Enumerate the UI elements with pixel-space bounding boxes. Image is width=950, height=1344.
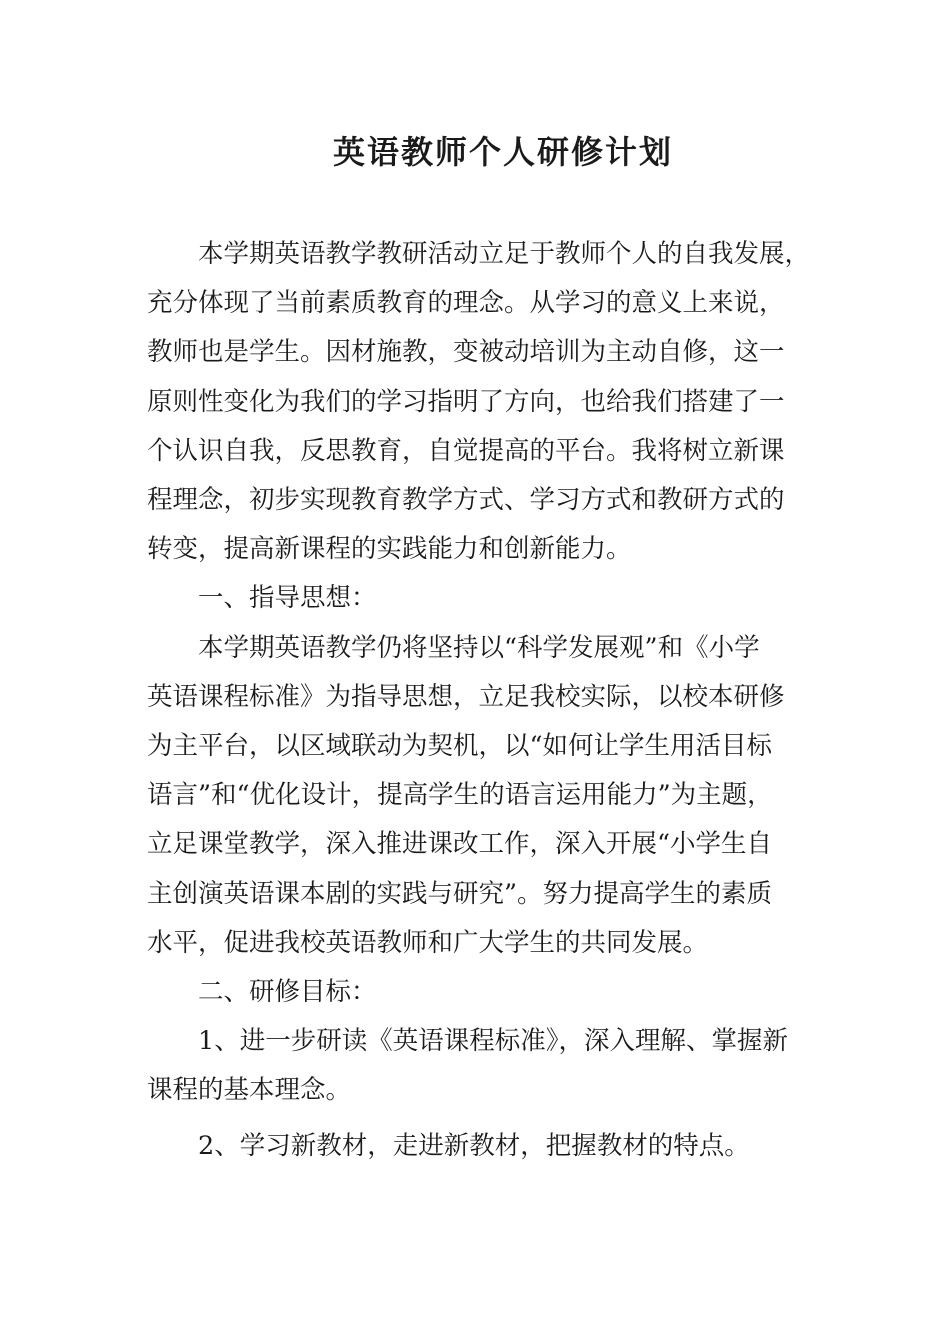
- goal-item-2: [147, 1122, 797, 1171]
- section-heading-text: 二、研修目标：: [198, 977, 377, 1008]
- document-body: [147, 230, 811, 1171]
- paragraph-line: 水平，促进我校英语教师和广大学生的共同发展。: [147, 927, 709, 958]
- paragraph-line: 充分体现了当前素质教育的理念。从学习的意义上来说，: [147, 288, 785, 319]
- section-heading-goals: [147, 968, 797, 1017]
- document-title: 英语教师个人研修计划: [333, 133, 674, 171]
- title-block: [0, 130, 950, 178]
- goal-item-1: [147, 1017, 797, 1115]
- section-heading-guiding-thought: [147, 574, 797, 623]
- paragraph-guiding-thought: [147, 624, 797, 968]
- paragraph-line: 课程的基本理念。: [147, 1075, 352, 1106]
- paragraph-line: 教师也是学生。因材施教，变被动培训为主动自修，这一: [147, 337, 785, 368]
- paragraph-line: 本学期英语教学仍将坚持以“科学发展观”和《小学: [198, 632, 760, 663]
- paragraph-line: 程理念，初步实现教育教学方式、学习方式和教研方式的: [147, 485, 785, 516]
- paragraph-line: 立足课堂教学，深入推进课改工作，深入开展“小学生自: [147, 829, 773, 860]
- paragraph-line: 1、进一步研读《英语课程标准》，深入理解、掌握新: [198, 1026, 788, 1057]
- paragraph-line: 个认识自我，反思教育，自觉提高的平台。我将树立新课: [147, 435, 785, 466]
- paragraph-line: 主创演英语课本剧的实践与研究”。努力提高学生的素质: [147, 878, 773, 909]
- paragraph-line: 本学期英语教学教研活动立足于教师个人的自我发展，: [198, 239, 811, 269]
- paragraph-line: 为主平台，以区域联动为契机，以“如何让学生用活目标: [147, 731, 773, 762]
- paragraph-line: 原则性变化为我们的学习指明了方向，也给我们搭建了一: [147, 386, 785, 417]
- paragraph-line: 转变，提高新课程的实践能力和创新能力。: [147, 534, 632, 565]
- paragraph-line: 英语课程标准》为指导思想，立足我校实际，以校本研修: [147, 681, 785, 712]
- paragraph-line: 语言”和“优化设计，提高学生的语言运用能力”为主题，: [147, 780, 773, 811]
- paragraph-intro: [147, 230, 811, 574]
- section-heading-text: 一、指导思想：: [198, 583, 377, 614]
- paragraph-line: 2、学习新教材，走进新教材，把握教材的特点。: [198, 1130, 750, 1161]
